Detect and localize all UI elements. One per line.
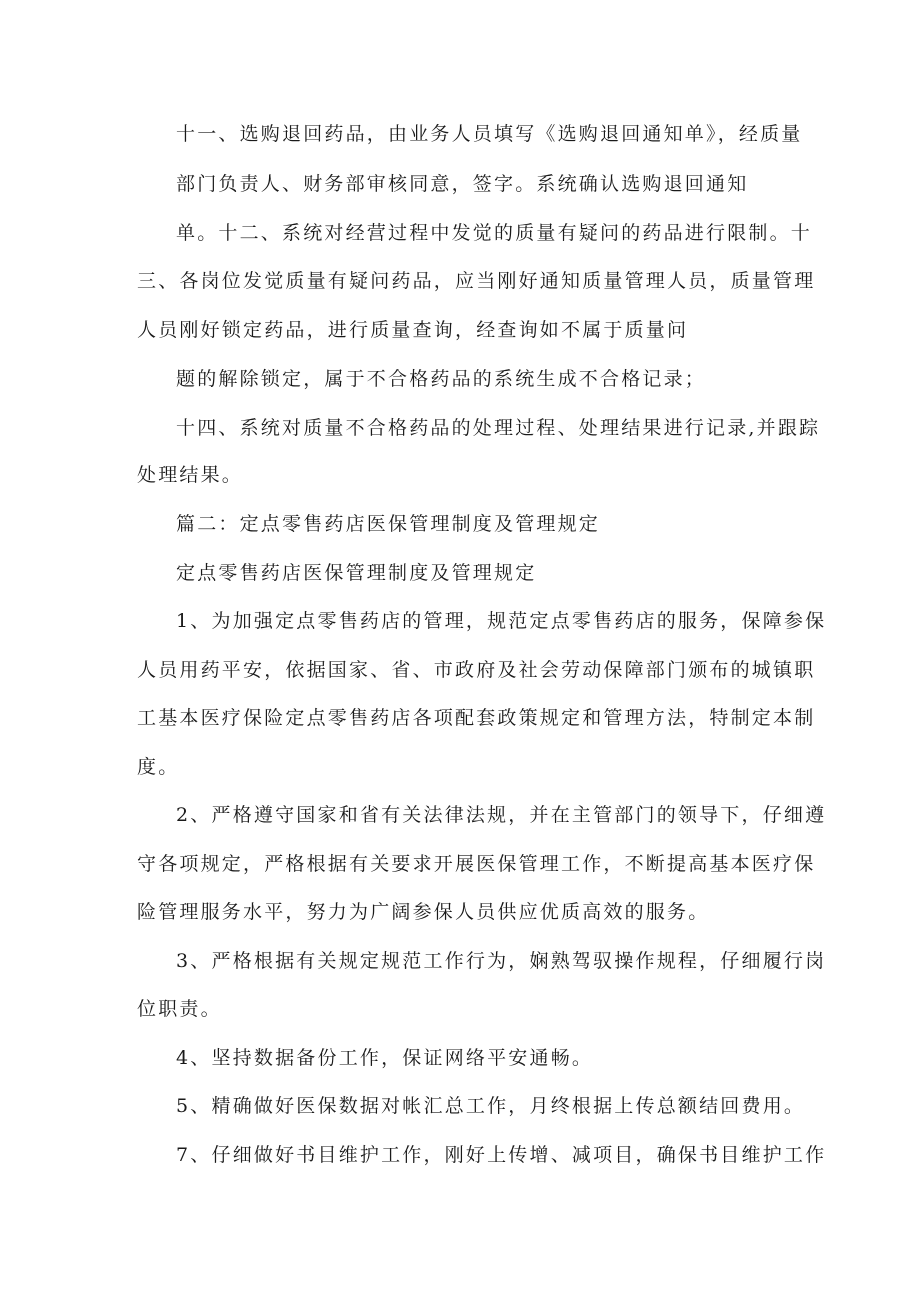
text-line: 2、严格遵守国家和省有关法律法规，并在主管部门的领导下，仔细遵 <box>176 804 827 826</box>
text-line: 十四、系统对质量不合格药品的处理过程、处理结果进行记录,并跟踪 <box>176 417 821 439</box>
text-line: 十一、选购退回药品，由业务人员填写《选购退回通知单》，经质量 <box>176 123 803 145</box>
text-line: 5、精确做好医保数据对帐汇总工作，月终根据上传总额结回费用。 <box>176 1095 806 1117</box>
text-line: 险管理服务水平，努力为广阔参保人员供应优质高效的服务。 <box>137 901 710 923</box>
text-line: 4、坚持数据备份工作，保证网络平安通畅。 <box>176 1047 594 1069</box>
text-line: 1、为加强定点零售药店的管理，规范定点零售药店的服务，保障参保 <box>176 610 827 632</box>
section-heading: 篇二：定点零售药店医保管理制度及管理规定 <box>176 513 601 535</box>
text-line: 人员刚好锁定药品，进行质量查询，经查询如不属于质量问 <box>137 319 689 341</box>
text-line: 三、各岗位发觉质量有疑问药品，应当刚好通知质量管理人员，质量管理 <box>137 270 816 292</box>
text-line: 题的解除锁定，属于不合格药品的系统生成不合格记录； <box>176 368 707 390</box>
text-line: 部门负责人、财务部审核同意，签字。系统确认选购退回通知 <box>176 173 749 195</box>
text-line: 单。十二、系统对经营过程中发觉的质量有疑问的药品进行限制。十 <box>176 222 813 244</box>
text-line: 位职责。 <box>137 998 222 1020</box>
text-line: 守各项规定，严格根据有关要求开展医保管理工作，不断提高基本医疗保 <box>137 853 816 875</box>
text-line: 7、仔细做好书目维护工作，刚好上传增、减项目，确保书目维护工作 <box>176 1144 827 1166</box>
text-line: 3、严格根据有关规定规范工作行为，娴熟驾驭操作规程，仔细履行岗 <box>176 950 827 972</box>
text-line: 人员用药平安，依据国家、省、市政府及社会劳动保障部门颁布的城镇职 <box>137 659 816 681</box>
document-title: 定点零售药店医保管理制度及管理规定 <box>176 562 537 584</box>
text-line: 度。 <box>137 756 180 778</box>
text-line: 工基本医疗保险定点零售药店各项配套政策规定和管理方法，特制定本制 <box>137 707 816 729</box>
text-line: 处理结果。 <box>137 464 244 486</box>
